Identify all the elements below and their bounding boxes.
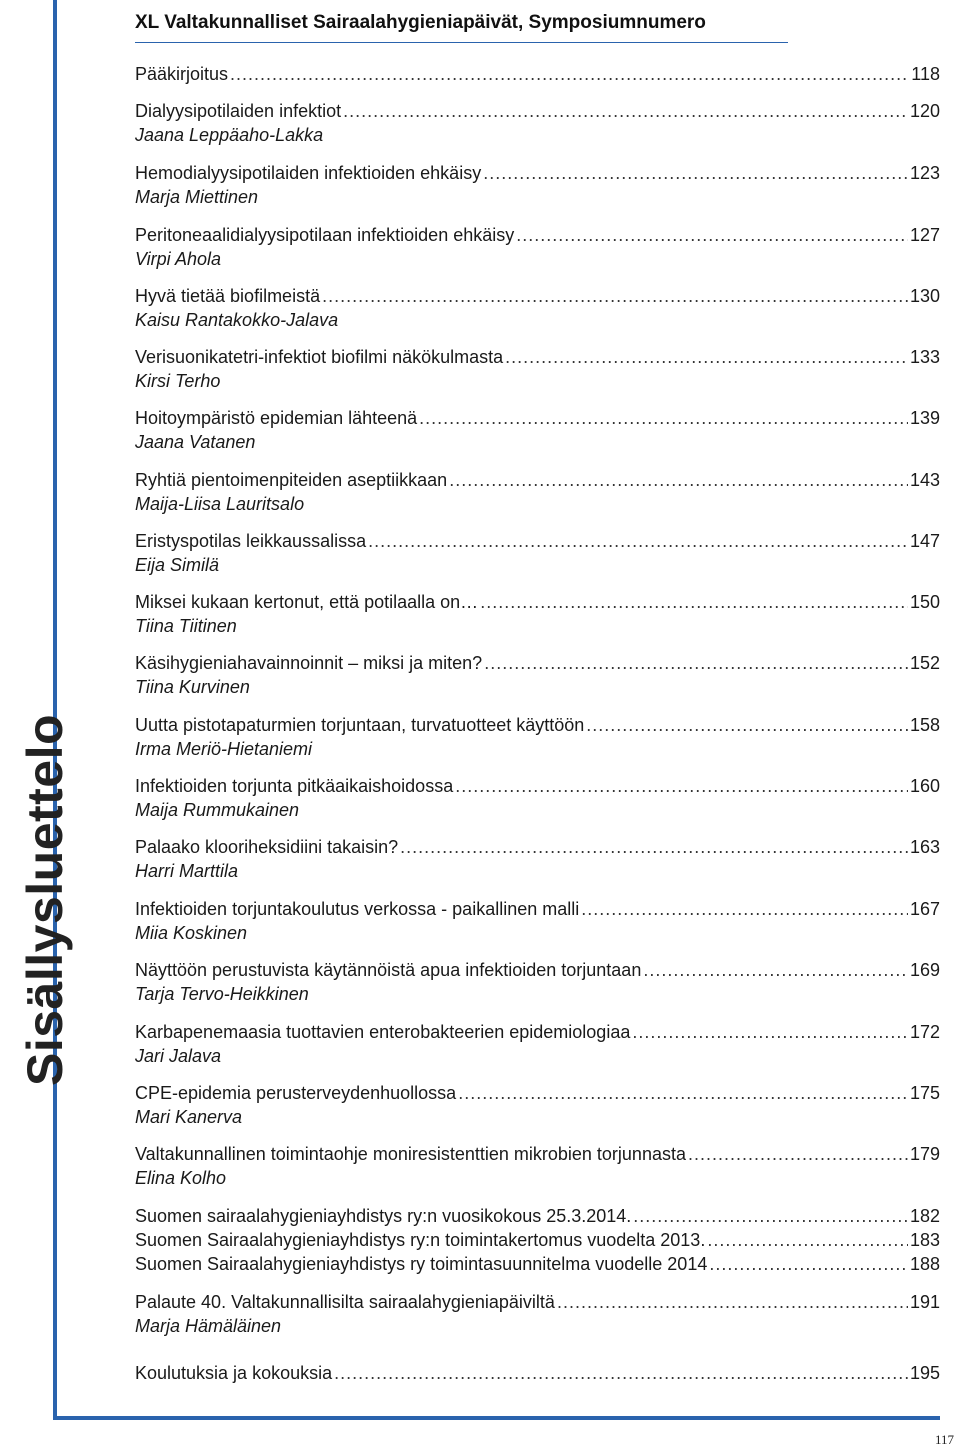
toc-entry[interactable] <box>135 1252 940 1276</box>
toc-entry[interactable] <box>135 651 940 699</box>
dot-leader <box>368 529 908 553</box>
toc-entry-author: Eija Similä <box>135 555 220 575</box>
toc-entry-title: Suomen Sairaalahygieniayhdistys ry toimintasuunnitelma vuodelle 2014 <box>135 1254 708 1274</box>
dot-leader <box>557 1290 908 1314</box>
toc-entry-title: Eristyspotilas leikkaussalissa <box>135 531 367 551</box>
toc-entry-title: Dialyysipotilaiden infektiot <box>135 101 342 121</box>
toc-entry-page: 123 <box>909 163 940 183</box>
dot-leader <box>709 1252 908 1276</box>
toc-entry-page: 139 <box>909 408 940 428</box>
toc-entry-author: Miia Koskinen <box>135 923 248 943</box>
toc-entry[interactable] <box>135 1081 940 1129</box>
section-title: Sisällysluettelo <box>17 713 73 1086</box>
toc-entry-title: Infektioiden torjuntakoulutus verkossa - paikallinen malli <box>135 899 580 919</box>
dot-leader <box>633 1204 908 1228</box>
dot-leader <box>484 651 908 675</box>
toc-entry[interactable] <box>135 1290 940 1338</box>
dot-leader <box>516 223 908 247</box>
dot-leader <box>688 1142 908 1166</box>
toc-entry-title: Näyttöön perustuvista käytännöistä apua infektioiden torjuntaan <box>135 960 642 980</box>
toc-entry-page: 172 <box>909 1022 940 1042</box>
toc-entry-title: Hyvä tietää biofilmeistä <box>135 286 321 306</box>
toc-entry-page: 160 <box>909 776 940 796</box>
dot-leader <box>449 468 908 492</box>
left-accent-rule <box>53 0 57 1420</box>
toc-entry-author: Kaisu Rantakokko-Jalava <box>135 310 339 330</box>
toc-entry-page: 182 <box>909 1206 940 1226</box>
toc-entry-page: 167 <box>909 899 940 919</box>
toc-entry-title: Pääkirjoitus <box>135 64 229 84</box>
toc-entry-page: 143 <box>909 470 940 490</box>
toc-entry-author: Jari Jalava <box>135 1046 222 1066</box>
toc-entry[interactable] <box>135 529 940 577</box>
toc-entry[interactable] <box>135 1228 940 1252</box>
toc-entry-title: Verisuonikatetri-infektiot biofilmi näkökulmasta <box>135 347 504 367</box>
toc-entry-author: Tiina Kurvinen <box>135 677 250 697</box>
toc-entry-author: Mari Kanerva <box>135 1107 243 1127</box>
toc-entry-author: Tarja Tervo-Heikkinen <box>135 984 309 1004</box>
toc-entry-title: Käsihygieniahavainnoinnit – miksi ja miten? <box>135 653 483 673</box>
toc-entry-page: 127 <box>909 225 940 245</box>
toc-entry-page: 118 <box>911 64 940 84</box>
toc-entry-author: Marja Hämäläinen <box>135 1316 282 1336</box>
toc-entry[interactable] <box>135 590 940 638</box>
dot-leader <box>480 590 908 614</box>
toc-entry-title: Koulutuksia ja kokouksia <box>135 1363 333 1383</box>
toc-entry[interactable] <box>135 468 940 516</box>
toc-entry[interactable] <box>135 835 940 883</box>
toc-entry[interactable] <box>135 99 940 147</box>
publication-title: XL Valtakunnalliset Sairaalahygieniapäivät, Symposiumnumero <box>135 12 706 33</box>
toc-entry-author: Virpi Ahola <box>135 249 222 269</box>
toc-entry-author: Tiina Tiitinen <box>135 616 237 636</box>
toc-entry-title: Suomen Sairaalahygieniayhdistys ry:n toimintakertomus vuodelta 2013. <box>135 1230 706 1250</box>
toc-entry-author: Irma Meriö-Hietaniemi <box>135 739 313 759</box>
toc-entry[interactable] <box>135 1361 940 1385</box>
toc-entry-title: Peritoneaalidialyysipotilaan infektioiden ehkäisy <box>135 225 515 245</box>
toc-entry-page: 158 <box>909 715 940 735</box>
toc-entry-author: Harri Marttila <box>135 861 239 881</box>
toc-entry-title: Palaako klooriheksidiini takaisin? <box>135 837 399 857</box>
toc-entry-page: 130 <box>909 286 940 306</box>
toc-entry[interactable] <box>135 897 940 945</box>
toc-entry-author: Maija-Liisa Lauritsalo <box>135 494 305 514</box>
toc-entry-author: Kirsi Terho <box>135 371 221 391</box>
page-header <box>135 12 788 43</box>
dot-leader <box>334 1361 908 1385</box>
toc-entry[interactable] <box>135 774 940 822</box>
toc-entry[interactable] <box>135 161 940 209</box>
toc-entry-title: Palaute 40. Valtakunnallisilta sairaalahygieniapäiviltä <box>135 1292 555 1312</box>
dot-leader <box>483 161 908 185</box>
toc-entry[interactable] <box>135 1020 940 1068</box>
toc-entry-author: Elina Kolho <box>135 1168 227 1188</box>
dot-leader <box>707 1228 908 1252</box>
toc-entry[interactable] <box>135 1142 940 1190</box>
toc-entry-page: 191 <box>909 1292 940 1312</box>
toc-entry-page: 120 <box>909 101 940 121</box>
toc-entry[interactable] <box>135 345 940 393</box>
toc-entry-page: 152 <box>909 653 940 673</box>
toc-entry-page: 163 <box>909 837 940 857</box>
dot-leader <box>230 62 909 86</box>
dot-leader <box>458 1081 908 1105</box>
bottom-accent-rule <box>53 1416 940 1420</box>
toc-entry-page: 150 <box>909 592 940 612</box>
toc-entry-page: 169 <box>909 960 940 980</box>
toc-entry-author: Maija Rummukainen <box>135 800 300 820</box>
toc-entry-title: Uutta pistotapaturmien torjuntaan, turvatuotteet käyttöön <box>135 715 585 735</box>
toc-entry-title: Hemodialyysipotilaiden infektioiden ehkäisy <box>135 163 482 183</box>
dot-leader <box>419 406 908 430</box>
toc-entry[interactable] <box>135 284 940 332</box>
toc-entry[interactable] <box>135 62 940 86</box>
toc-entry-author: Jaana Vatanen <box>135 432 256 452</box>
toc-entry[interactable] <box>135 1204 940 1228</box>
toc-entry[interactable] <box>135 958 940 1006</box>
dot-leader <box>632 1020 908 1044</box>
dot-leader <box>322 284 908 308</box>
toc-entry-title: CPE-epidemia perusterveydenhuollossa <box>135 1083 457 1103</box>
toc-entry-title: Infektioiden torjunta pitkäaikaishoidossa <box>135 776 454 796</box>
toc-entry-page: 188 <box>909 1254 940 1274</box>
toc-entry-page: 183 <box>909 1230 940 1250</box>
toc-entry-title: Karbapenemaasia tuottavien enterobakteerien epidemiologiaa <box>135 1022 631 1042</box>
toc-entry-title: Ryhtiä pientoimenpiteiden aseptiikkaan <box>135 470 448 490</box>
toc-entry[interactable] <box>135 406 940 454</box>
toc-entry-author: Jaana Leppäaho-Lakka <box>135 125 324 145</box>
dot-leader <box>586 713 908 737</box>
toc-entry[interactable] <box>135 713 940 761</box>
dot-leader <box>455 774 908 798</box>
toc-entry-title: Hoitoympäristö epidemian lähteenä <box>135 408 418 428</box>
toc-entry-page: 147 <box>909 531 940 551</box>
toc-entry-title: Suomen sairaalahygieniayhdistys ry:n vuosikokous 25.3.2014. <box>135 1206 632 1226</box>
toc-entry-page: 175 <box>909 1083 940 1103</box>
toc-entry[interactable] <box>135 223 940 271</box>
toc-entry-title: Valtakunnallinen toimintaohje moniresistenttien mikrobien torjunnasta <box>135 1144 686 1164</box>
dot-leader <box>643 958 908 982</box>
toc-entry-page: 179 <box>909 1144 940 1164</box>
page-number: 117 <box>934 1432 954 1447</box>
dot-leader <box>343 99 908 123</box>
dot-leader <box>400 835 908 859</box>
dot-leader <box>581 897 908 921</box>
toc-entry-author: Marja Miettinen <box>135 187 259 207</box>
toc-entry-title: Miksei kukaan kertonut, että potilaalla on… <box>135 592 479 612</box>
toc-entry-page: 133 <box>909 347 940 367</box>
toc-entry-page: 195 <box>909 1363 940 1383</box>
dot-leader <box>505 345 908 369</box>
